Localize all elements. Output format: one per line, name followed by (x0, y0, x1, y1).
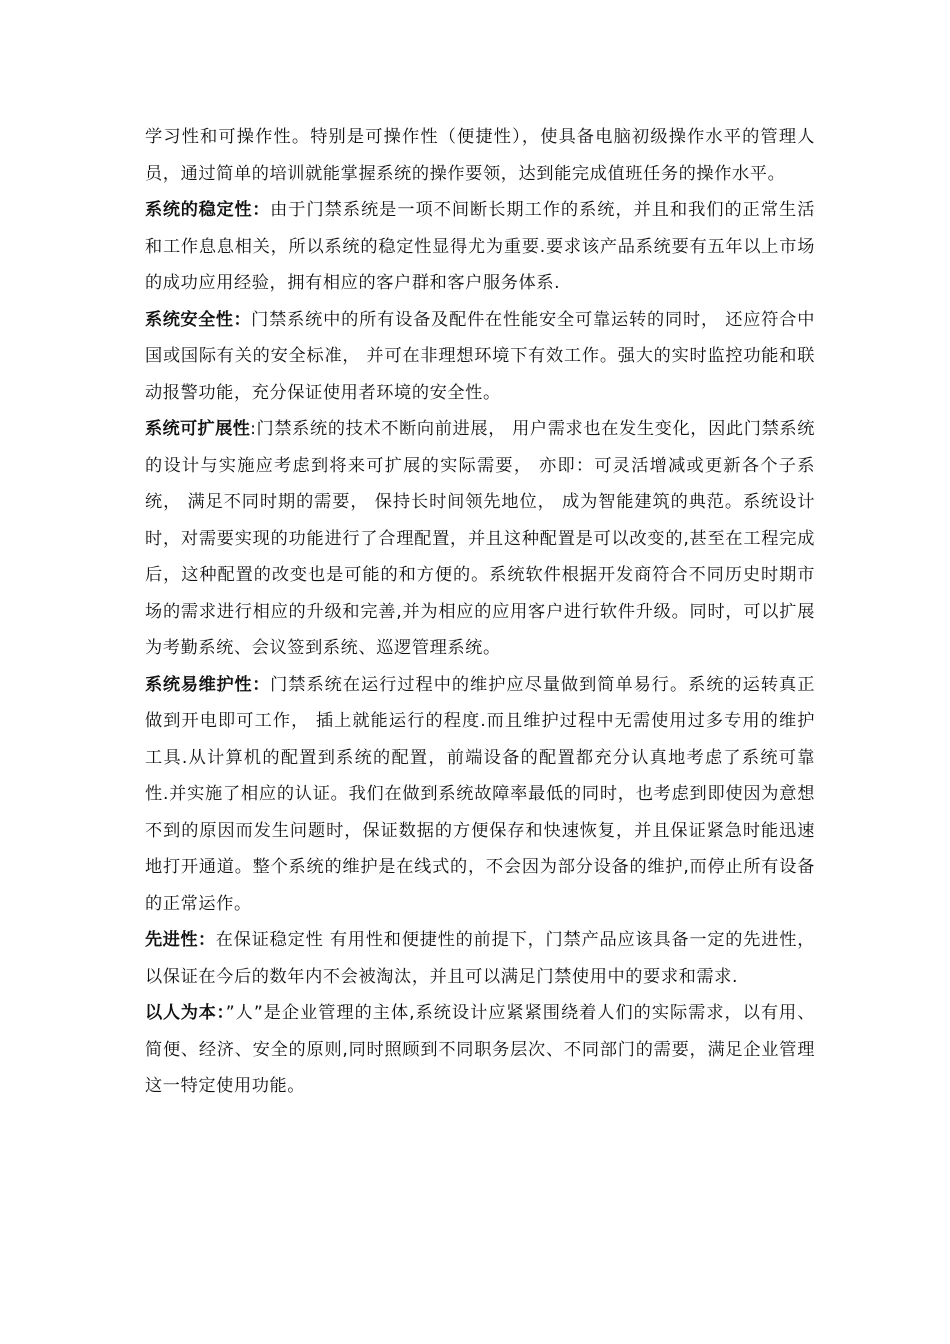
paragraph-security (145, 302, 815, 412)
paragraph-body: :门禁系统的技术不断向前进展， 用户需求也在发生变化，因此门禁系统的设计与实施应考虑到将来可扩展的实际需要， 亦即：可灵活增减或更新各个子系统， 满足不同时期的需要， 保持长时间领先地位， 成为智能建筑的典范。系统设计时，对需要实现的功能进行了合理配置，并且这种配置是可以改变的,甚至在工程完成后，这种配置的改变也是可能的和方便的。系统软件根据开发商符合不同历史时期市场的需求进行相应的升级和完善,并为相应的应用客户进行软件升级。同时，可以扩展为考勤系统、会议签到系统、巡逻管理系统。 (145, 419, 815, 658)
paragraph-intro (145, 119, 815, 192)
section-heading-extensibility: 系统可扩展性 (145, 419, 251, 439)
paragraph-body: 学习性和可操作性。特别是可操作性（便捷性），使具备电脑初级操作水平的管理人员，通过简单的培训就能掌握系统的操作要领，达到能完成值班任务的操作水平。 (145, 127, 815, 184)
paragraph-body: 在保证稳定性 有用性和便捷性的前提下，门禁产品应该具备一定的先进性，以保证在今后的数年内不会被淘汰，并且可以满足门禁使用中的要求和需求. (145, 930, 816, 987)
paragraph-advanced (145, 922, 815, 995)
paragraph-extensibility (145, 411, 815, 667)
document-page (145, 119, 815, 1105)
section-heading-stability: 系统的稳定性： (145, 200, 271, 220)
section-heading-advanced: 先进性： (145, 930, 216, 950)
paragraph-body: ”人”是企业管理的主体,系统设计应紧紧围绕着人们的实际需求，以有用、简便、经济、安全的原则,同时照顾到不同职务层次、不同部门的需要，满足企业管理这一特定使用功能。 (145, 1003, 815, 1096)
section-heading-people-oriented: 以人为本： (145, 1003, 226, 1023)
paragraph-body: 门禁系统中的所有设备及配件在性能安全可靠运转的同时， 还应符合中国或国际有关的安全标准， 并可在非理想环境下有效工作。强大的实时监控功能和联动报警功能，充分保证使用者环境的安全性。 (145, 309, 815, 403)
paragraph-body: 由于门禁系统是一项不间断长期工作的系统，并且和我们的正常生活和工作息息相关，所以系统的稳定性显得尤为重要.要求该产品系统要有五年以上市场的成功应用经验，拥有相应的客户群和客户服务体系. (145, 200, 815, 293)
paragraph-stability (145, 192, 815, 302)
section-heading-maintainability: 系统易维护性： (145, 674, 271, 695)
paragraph-body: 门禁系统在运行过程中的维护应尽量做到简单易行。系统的运转真正做到开电即可工作， 插上就能运行的程度.而且维护过程中无需使用过多专用的维护工具.从计算机的配置到系统的配置，前端设备的配置都充分认真地考虑了系统可靠性.并实施了相应的认证。我们在做到系统故障率最低的同时，也考虑到即使因为意想不到的原因而发生问题时，保证数据的方便保存和快速恢复，并且保证紧急时能迅速地打开通道。整个系统的维护是在线式的，不会因为部分设备的维护,而停止所有设备的正常运作。 (145, 674, 815, 914)
paragraph-people-oriented (145, 995, 815, 1105)
paragraph-maintainability (145, 667, 815, 923)
section-heading-security: 系统安全性： (145, 309, 252, 330)
